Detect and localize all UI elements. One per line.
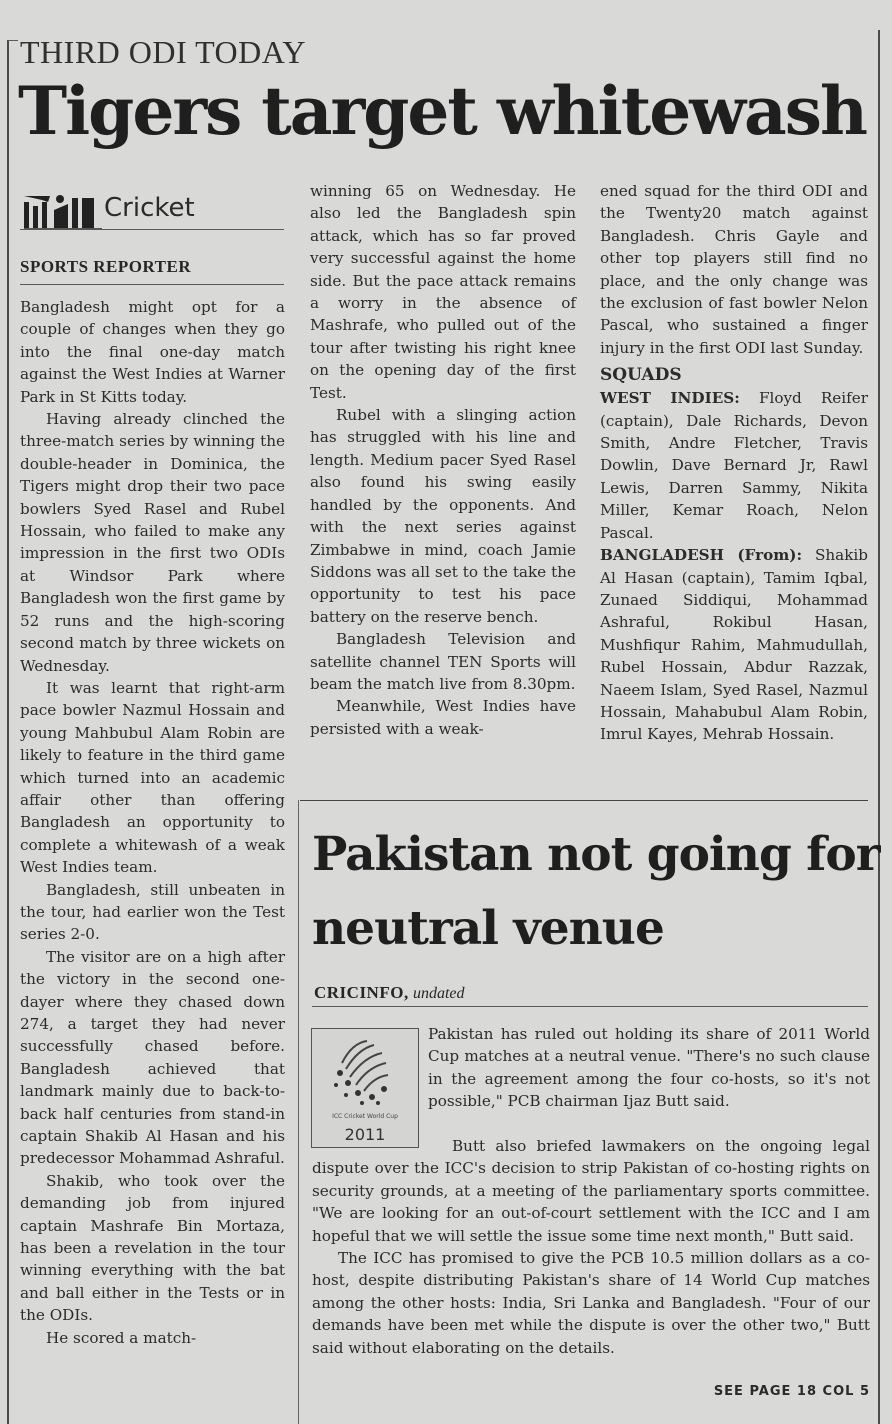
paragraph: He scored a match- — [46, 1328, 197, 1347]
article-column-3 — [600, 180, 868, 746]
continued-reference: SEE PAGE 18 COL 5 — [713, 1384, 870, 1399]
world-cup-logo — [311, 1028, 419, 1148]
headline: Tigers target whitewash — [18, 72, 866, 150]
kicker: THIRD ODI TODAY — [20, 34, 307, 70]
paragraph: Butt also briefed lawmakers on the ongoing legal dispute over the ICC's decision to strip Pakistan of co-hosting rights on security grounds, at a meeting of the parliamentary sports committee. "We are looking for an out-of-court settlement with the ICC and I am hopeful that we will settle the issue some time next month," Butt said. — [312, 1137, 870, 1245]
logo-year: 2011 — [344, 1125, 386, 1144]
squad-label: WEST INDIES: — [600, 389, 740, 408]
paragraph: Bangladesh, still unbeaten in the tour, had earlier won the Test series 2-0. — [20, 880, 285, 944]
world-cup-emblem-icon — [312, 1033, 418, 1113]
article-column-1 — [20, 296, 285, 1349]
paragraph: Having already clinched the three-match series by winning the double-header in Dominica, the Tigers might drop their two pace bowlers Syed Rasel and Rubel Hossain, who failed to make any impression in the first two ODIs at Windsor Park where Bangladesh won the first game by 52 runs and the high-scoring second match by three wickets on Wednesday. — [20, 410, 285, 675]
paragraph: Meanwhile, West Indies have persisted with a weak- — [310, 697, 576, 738]
paragraph: Bangladesh might opt for a couple of changes when they go into the final one-day match against the West Indies at Warner Park in St Kitts today. — [20, 298, 285, 406]
cricket-icon — [20, 190, 102, 230]
logo-caption: ICC Cricket World Cup — [332, 1113, 398, 1120]
squad-players: Floyd Reifer (captain), Dale Richards, Devon Smith, Andre Fletcher, Travis Dowlin, Dave Bernard Jr, Rawl Lewis, Darren Sammy, Nikita Miller, Kemar Roach, Nelon Pascal. — [600, 389, 869, 542]
pakistan-byline-rule — [312, 1006, 868, 1007]
paragraph: It was learnt that right-arm pace bowler Nazmul Hossain and young Mahbubul Alam Robin are likely to feature in the third game which turned into an academic affair other than offering Bangladesh an opportunity to complete a whitewash of a weak West Indies team. — [20, 678, 285, 877]
section-rule — [20, 229, 284, 230]
story-divider-rule — [300, 800, 868, 801]
pakistan-body — [312, 1135, 870, 1359]
byline: SPORTS REPORTER — [20, 257, 192, 276]
pakistan-headline: Pakistan not going for neutral venue — [312, 827, 880, 956]
section-label: Cricket — [104, 193, 195, 223]
squad-players: Shakib Al Hasan (captain), Tamim Iqbal, Zunaed Siddiqui, Mohammad Ashraful, Rokibul Hasan, Mushfiqur Rahim, Mahmudullah, Rubel Hossain, Abdur Razzak, Naeem Islam, Syed Rasel, Nazmul Hossain, Mahabubul Alam Robin, Imrul Kayes, Mehrab Hossain. — [600, 546, 868, 744]
paragraph: winning 65 on Wednesday. He also led the Bangladesh spin attack, which has so far proved very successful against the home side. But the pace attack remains a worry in the absence of Mashrafe, who pulled out of the tour after twisting his right knee on the opening day of the first Test. — [310, 182, 576, 402]
squads-heading: SQUADS — [600, 365, 682, 386]
byline-rule — [20, 284, 284, 285]
paragraph: Pakistan has ruled out holding its share of 2011 World Cup matches at a neutral venue. "There's no such clause in the agreement among the four co-hosts, so it's not possible," PCB chairman Ijaz Butt said. — [428, 1025, 870, 1111]
paragraph: The visitor are on a high after the victory in the second one-dayer where they chased down 274, a target they had never successfully chased before. Bangladesh achieved that landmark mainly due to back-to-back half centuries from stand-in captain Shakib Al Hasan and his predecessor Mohammad Ashraful. — [20, 947, 285, 1168]
squad-label: BANGLADESH (From): — [600, 546, 803, 565]
paragraph: Rubel with a slinging action has struggled with his line and length. Medium pacer Syed Rasel also found his swing easily handled by the opponents. And with the next series against Zimbabwe in mind, coach Jamie Siddons was all set to the take the opportunity to test his pace battery on the reserve bench. — [310, 406, 576, 626]
paragraph: Shakib, who took over the demanding job from injured captain Mashrafe Bin Mortaza, has been a revelation in the tour winning everything with the bat and ball either in the Tests or in the ODIs. — [20, 1171, 285, 1325]
squad-west-indies — [600, 387, 868, 544]
left-border-rule — [7, 40, 9, 1424]
pakistan-paragraph-1 — [428, 1023, 870, 1113]
right-border-rule — [878, 30, 880, 1424]
paragraph: ened squad for the third ODI and the Twenty20 match against Bangladesh. Chris Gayle and other top players still find no place, and the only change was the exclusion of fast bowler Nelon Pascal, who sustained a finger injury in the first ODI last Sunday. — [600, 182, 868, 357]
paragraph: The ICC has promised to give the PCB 10.5 million dollars as a co-host, despite distributing Pakistan's share of 14 World Cup matches among the other hosts: India, Sri Lanka and Bangladesh. "Four of our demands have been met while the dispute is over the other two," Butt said without elaborating on the details. — [312, 1249, 870, 1357]
column-divider — [298, 800, 299, 1424]
top-border-rule — [8, 40, 18, 41]
source: CRICINFO, — [314, 983, 409, 1002]
pakistan-byline — [314, 983, 465, 1003]
paragraph: Bangladesh Television and satellite channel TEN Sports will beam the match live from 8.30pm. — [310, 630, 576, 693]
dateline: undated — [412, 985, 465, 1002]
squad-bangladesh — [600, 544, 868, 746]
article-column-2 — [310, 180, 576, 740]
